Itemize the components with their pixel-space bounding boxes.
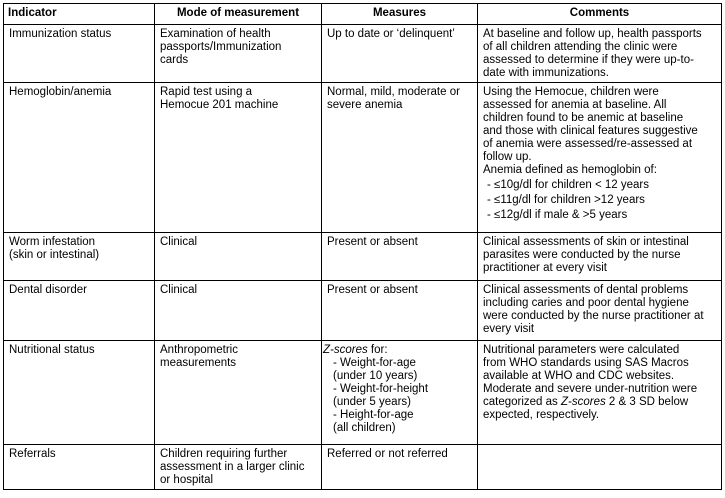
indicator-cell (4, 281, 155, 341)
anemia-item: - ≤10g/dl for children < 12 years (487, 179, 649, 191)
cell-line: or hospital (160, 474, 214, 486)
cell-line: Hemocue 201 machine (160, 99, 279, 111)
cell-line: Nutritional parameters were calculated (483, 344, 680, 356)
indicator-cell (4, 83, 155, 233)
cell-line: from WHO standards using SAS Macros (483, 357, 689, 369)
cell-line: every visit (483, 323, 535, 335)
mode-cell (155, 83, 322, 233)
zscore-heading: Z-scores for: (323, 344, 388, 356)
indicator-cell (4, 445, 155, 490)
cell-line: Moderate and severe under-nutrition were (483, 383, 698, 395)
indicator-cell (4, 233, 155, 281)
header-indicator: Indicator (4, 4, 155, 25)
cell-line: Immunization status (9, 28, 112, 40)
table-row (4, 233, 722, 281)
cell-line: Clinical assessments of dental problems (483, 284, 689, 296)
measures-cell (322, 25, 478, 83)
cell-line: Clinical assessments of skin or intestinal (483, 236, 689, 248)
indicator-cell (4, 341, 155, 445)
zscore-item: (under 10 years) (333, 370, 418, 382)
cell-line: Referred or not referred (327, 448, 448, 460)
measures-cell (322, 445, 478, 490)
zscore-item: - Height-for-age (333, 409, 414, 421)
cell-line: assessed for anemia at baseline. All (483, 99, 667, 111)
cell-line: Normal, mild, moderate or (327, 86, 460, 98)
measures-cell (322, 233, 478, 281)
indicator-table (3, 3, 722, 490)
cell-line: assessment in a larger clinic (160, 461, 305, 473)
comments-cell (478, 341, 722, 445)
mode-cell (155, 341, 322, 445)
cell-line: date with immunizations. (483, 67, 609, 79)
cell-line: Worm infestation (9, 236, 96, 248)
table-row (4, 25, 722, 83)
mode-cell (155, 445, 322, 490)
header-mode: Mode of measurement (155, 4, 322, 25)
cell-line: Dental disorder (9, 284, 87, 296)
cell-line: practitioner at every visit (483, 262, 607, 274)
cell-line: available at WHO and CDC websites. (483, 370, 675, 382)
cell-line: Nutritional status (9, 344, 95, 356)
cell-line: children found to be anemic at baseline (483, 112, 684, 124)
indicator-cell (4, 25, 155, 83)
cell-line: expected, respectively. (483, 409, 600, 421)
cell-line: Present or absent (327, 284, 418, 296)
cell-line: severe anemia (327, 99, 403, 111)
cell-line: Present or absent (327, 236, 418, 248)
cell-line: At baseline and follow up, health passports (483, 28, 702, 40)
zscore-item: (under 5 years) (333, 396, 411, 408)
zscore-item: - Weight-for-age (333, 357, 416, 369)
cell-line: Clinical (160, 236, 198, 248)
mode-cell (155, 281, 322, 341)
comments-cell (478, 83, 722, 233)
comments-cell (478, 281, 722, 341)
mode-cell (155, 233, 322, 281)
mode-cell (155, 25, 322, 83)
cell-line: Clinical (160, 284, 198, 296)
cell-line: Referrals (9, 448, 56, 460)
measures-cell (322, 83, 478, 233)
cell-line: were conducted by the nurse practitioner at (483, 310, 704, 322)
table-row (4, 281, 722, 341)
table-row (4, 341, 722, 445)
cell-line: including caries and poor dental hygiene (483, 297, 689, 309)
cell-line: follow up. (483, 151, 532, 163)
zscore-item: - Weight-for-height (333, 383, 429, 395)
zscore-item: (all children) (333, 422, 396, 434)
cell-line: Children requiring further (160, 448, 288, 460)
header-measures: Measures (322, 4, 478, 25)
cell-line: Anthropometric (160, 344, 238, 356)
measures-cell (322, 281, 478, 341)
cell-line: Rapid test using a (160, 86, 253, 98)
comments-cell (478, 25, 722, 83)
cell-line: of all children attending the clinic were (483, 41, 678, 53)
cell-line: assessed to determine if they were up-to- (483, 54, 694, 66)
cell-line: (skin or intestinal) (9, 249, 100, 261)
header-comments: Comments (478, 4, 722, 25)
cell-line: Up to date or ‘delinquent’ (327, 28, 455, 40)
anemia-item: - ≤12g/dl if male & >5 years (487, 209, 628, 221)
anemia-item: - ≤11g/dl for children >12 years (487, 194, 645, 206)
cell-line: Hemoglobin/anemia (9, 86, 112, 98)
measures-cell (322, 341, 478, 445)
cell-line: of anemia were assessed/re-assessed at (483, 138, 693, 150)
cell-line: Examination of health (160, 28, 271, 40)
anemia-definition: Anemia defined as hemoglobin of: (483, 164, 657, 176)
cell-line: parasites were conducted by the nurse (483, 249, 681, 261)
cell-line: and those with clinical features suggestive (483, 125, 698, 137)
cell-line: passports/Immunization (160, 41, 282, 53)
comments-cell (478, 445, 722, 490)
table-row (4, 445, 722, 490)
cell-line: measurements (160, 357, 237, 369)
cell-line: Using the Hemocue, children were (483, 86, 659, 98)
cell-line: categorized as Z-scores 2 & 3 SD below (483, 396, 689, 408)
comments-cell (478, 233, 722, 281)
header-row (4, 4, 722, 25)
cell-line: cards (160, 54, 189, 66)
table-row (4, 83, 722, 233)
